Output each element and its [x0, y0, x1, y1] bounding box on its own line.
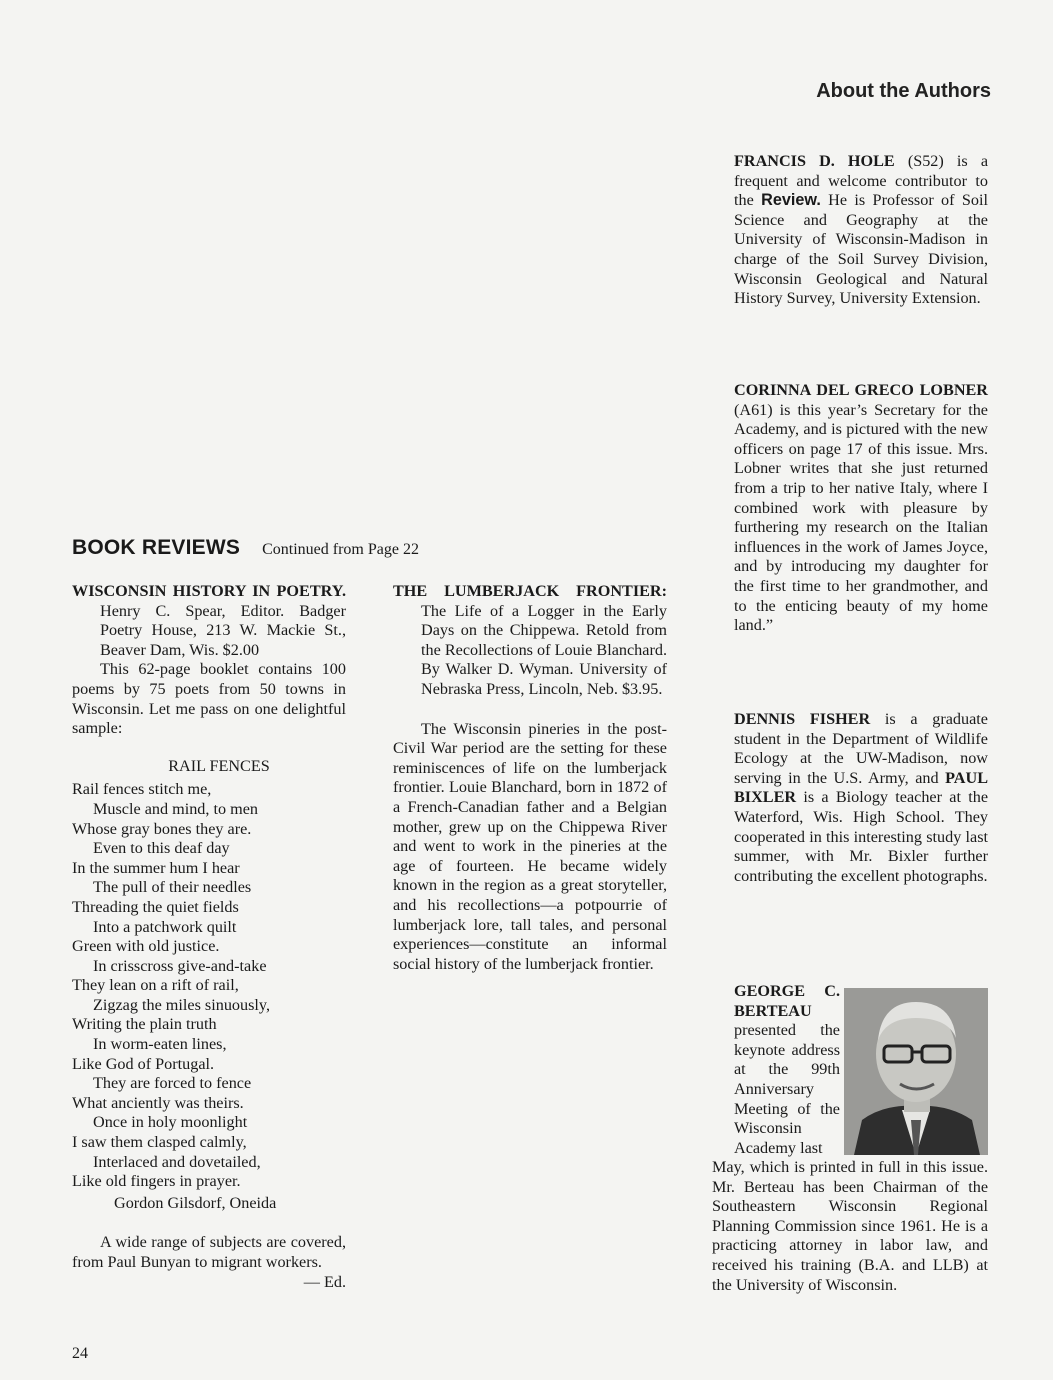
editor-signature: — Ed. — [303, 1272, 346, 1291]
poem-line: Rail fences stitch me, — [72, 780, 212, 799]
poem-title: RAIL FENCES — [168, 756, 270, 775]
book-title: WISCONSIN HISTORY IN POETRY. — [72, 582, 346, 600]
bio-text: He is Professor of Soil Science and Geography at the University of Wisconsin-Madison in charge of the Soil Survey Division, Wisconsin Geological and Natural History Survey, University Extension. — [734, 191, 988, 308]
review-closing — [72, 1233, 346, 1291]
poem-line: Threading the quiet fields — [72, 897, 239, 916]
poem-line: Into a patchwork quilt — [93, 917, 237, 936]
bio-text: presented the keynote address at the 99th Anniversary Meeting of the Wisconsin Academy last — [734, 1021, 840, 1157]
bio-name: GEORGE C. BERTEAU — [734, 982, 840, 1020]
poem-line: What anciently was theirs. — [72, 1093, 244, 1112]
poem-line: In crisscross give-and-take — [93, 956, 267, 975]
bio-francis-hole — [712, 152, 988, 309]
bio-george-berteau-continued — [712, 1158, 988, 1295]
review-wisconsin-history-in-poetry — [72, 582, 346, 1292]
bio-text: (S52) is a frequent and welcome contributor to the — [734, 152, 989, 210]
poem-line: Even to this deaf day — [93, 839, 230, 858]
poem-line: Like old fingers in prayer. — [72, 1172, 241, 1191]
poem-line: Interlaced and dovetailed, — [93, 1152, 261, 1171]
portrait-image — [844, 988, 988, 1155]
bio-corinna-lobner — [712, 381, 988, 636]
bio-text: is a graduate student in the Department of Wildlife Ecology at the UW-Madison, now serving in the U.S. Army, and — [734, 710, 988, 787]
bio-name: CORINNA DEL GRECO LOBNER — [734, 381, 988, 399]
bio-name: DENNIS FISHER — [734, 710, 871, 728]
continued-note: Continued from Page 22 — [262, 541, 419, 558]
page-number: 24 — [72, 1345, 88, 1362]
section-title: About the Authors — [816, 80, 991, 102]
bio-text: is a Biology teacher at the Waterford, Wis. High School. They cooperated in this interesting study last summer, with Mr. Bixler further contributing the excellent photographs. — [734, 788, 988, 885]
book-reviews-header — [72, 536, 419, 560]
poem-line: Green with old justice. — [72, 937, 220, 956]
poem-line: In worm-eaten lines, — [93, 1035, 227, 1054]
bio-name: PAUL BIXLER — [734, 768, 988, 807]
poem-line: They lean on a rift of rail, — [72, 976, 239, 995]
book-title: THE LUMBERJACK FRONTIER: — [393, 582, 667, 600]
poem-line: I saw them clasped calmly, — [72, 1133, 247, 1152]
review-body: The Wisconsin pineries in the post-Civil War period are the setting for these reminiscences of life on the lumberjack frontier. Louie Blanchard, born in 1872 of a French-Canadian father and a Belgian mother, grew up on the Chippewa River and went to work in the pineries at the age of fourteen. He became widely known in the region as a great storyteller, and his recollections—a potpourrie of lumberjack lore, tall tales, and personal experiences—constitute an informal social history of the lumberjack frontier. — [393, 719, 667, 973]
book-details: Henry C. Spear, Editor. Badger Poetry House, 213 W. Mackie St., Beaver Dam, Wis. $2.00 — [100, 601, 346, 659]
poem-line: Whose gray bones they are. — [72, 819, 252, 838]
poem-line: They are forced to fence — [93, 1074, 252, 1093]
bio-name: FRANCIS D. HOLE — [734, 152, 895, 170]
bio-text: (A61) is this year’s Secretary for the Academy, and is pictured with the new officers on page 17 of this issue. Mrs. Lobner writes that she just returned from a trip to her native Italy, where I combined work with pleasure by furthering my research on the Italian influences in the work of James Joyce, and by introducing my daughter for the first time to her grandmother, and to the enticing beauty of my home land.” — [734, 400, 988, 635]
book-details: The Life of a Logger in the Early Days on the Chippewa. Retold from the Recollections of Louie Blanchard. By Walker D. Wyman. University of Nebraska Press, Lincoln, Neb. $3.95. — [421, 601, 667, 698]
poem-author: Gordon Gilsdorf, Oneida — [114, 1193, 277, 1212]
poem-line: Like God of Portugal. — [72, 1054, 215, 1073]
bio-george-berteau — [712, 982, 840, 1158]
closing-text: A wide range of subjects are covered, from Paul Bunyan to migrant workers. — [72, 1233, 346, 1271]
book-reviews-title: BOOK REVIEWS — [72, 536, 241, 559]
review-body: This 62-page booklet contains 100 poems by 75 poets from 50 towns in Wisconsin. Let me pass on one delightful sample: — [72, 660, 346, 738]
poem-line: The pull of their needles — [93, 878, 252, 897]
poem — [72, 780, 346, 1191]
review-lumberjack-frontier — [393, 582, 667, 974]
poem-line: Muscle and mind, to men — [93, 799, 258, 818]
poem-line: Once in holy moonlight — [93, 1113, 248, 1132]
berteau-portrait-photo — [844, 988, 988, 1155]
poem-line: In the summer hum I hear — [72, 858, 240, 877]
bio-fisher-bixler — [712, 710, 988, 886]
bio-text: May, which is printed in full in this issue. Mr. Berteau has been Chairman of the Southeastern Wisconsin Regional Planning Commission since 1961. He is a practicing attorney in labor law, and received his training (B.A. and LLB) at the University of Wisconsin. — [712, 1158, 988, 1294]
poem-line: Writing the plain truth — [72, 1015, 217, 1034]
poem-line: Zigzag the miles sinuously, — [93, 995, 270, 1014]
review-title: Review. — [761, 191, 821, 210]
